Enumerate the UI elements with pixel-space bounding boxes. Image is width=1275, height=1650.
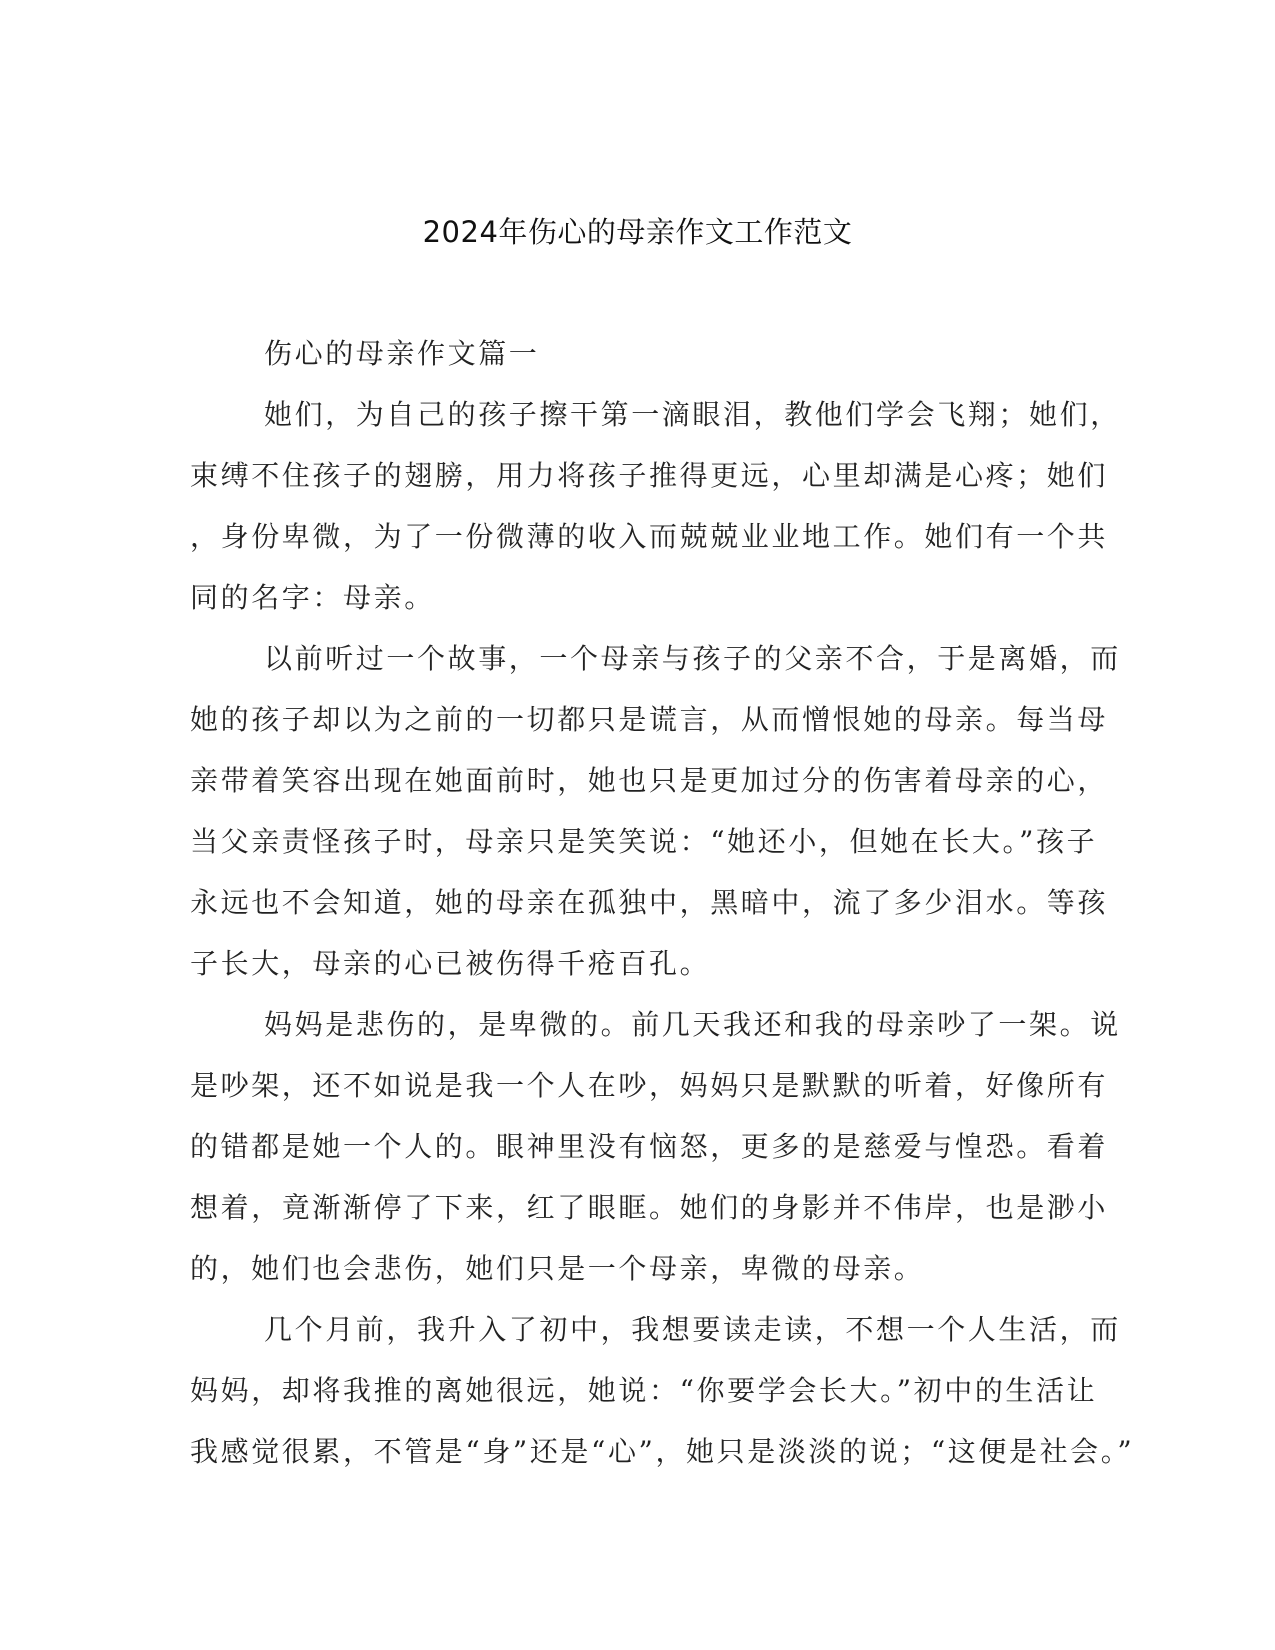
document-title: 2024年伤心的母亲作文工作范文: [422, 215, 853, 249]
section-heading: 伤心的母亲作文篇一: [264, 337, 540, 370]
paragraph-line: 束缚不住孩子的翅膀，用力将孩子推得更远，心里却满是心疼；她们: [190, 459, 1109, 492]
paragraph-line: 同的名字：母亲。: [190, 581, 435, 614]
document-body: [190, 336, 1135, 1495]
paragraph-line: 是吵架，还不如说是我一个人在吵，妈妈只是默默的听着，好像所有: [190, 1069, 1109, 1102]
paragraph-line: 的错都是她一个人的。眼神里没有恼怒，更多的是慈爱与惶恐。看着: [190, 1130, 1109, 1163]
paragraph-line: 妈妈是悲伤的，是卑微的。前几天我还和我的母亲吵了一架。说: [264, 1008, 1121, 1041]
paragraph-line: 当父亲责怪孩子时，母亲只是笑笑说：“她还小，但她在长大。”孩子: [190, 825, 1098, 858]
paragraph-line: 我感觉很累，不管是“身”还是“心”，她只是淡淡的说；“这便是社会。”: [190, 1435, 1135, 1468]
paragraph-line: 她们，为自己的孩子擦干第一滴眼泪，教他们学会飞翔；她们，: [264, 398, 1121, 431]
paragraph-line: 她的孩子却以为之前的一切都只是谎言，从而憎恨她的母亲。每当母: [190, 703, 1109, 736]
paragraph-line: 以前听过一个故事，一个母亲与孩子的父亲不合，于是离婚，而: [264, 642, 1121, 675]
paragraph-line: 子长大，母亲的心已被伤得千疮百孔。: [190, 947, 711, 980]
paragraph-line: 想着，竟渐渐停了下来，红了眼眶。她们的身影并不伟岸，也是渺小: [190, 1191, 1109, 1224]
paragraph-line: 的，她们也会悲伤，她们只是一个母亲，卑微的母亲。: [190, 1252, 925, 1285]
paragraph-line: 永远也不会知道，她的母亲在孤独中，黑暗中，流了多少泪水。等孩: [190, 886, 1109, 919]
paragraph-line: 妈妈，却将我推的离她很远，她说：“你要学会长大。”初中的生活让: [190, 1374, 1098, 1407]
paragraph-line: 亲带着笑容出现在她面前时，她也只是更加过分的伤害着母亲的心，: [190, 764, 1109, 797]
paragraph-line: 几个月前，我升入了初中，我想要读走读，不想一个人生活，而: [264, 1313, 1121, 1346]
paragraph-line: ，身份卑微，为了一份微薄的收入而兢兢业业地工作。她们有一个共: [190, 520, 1109, 553]
